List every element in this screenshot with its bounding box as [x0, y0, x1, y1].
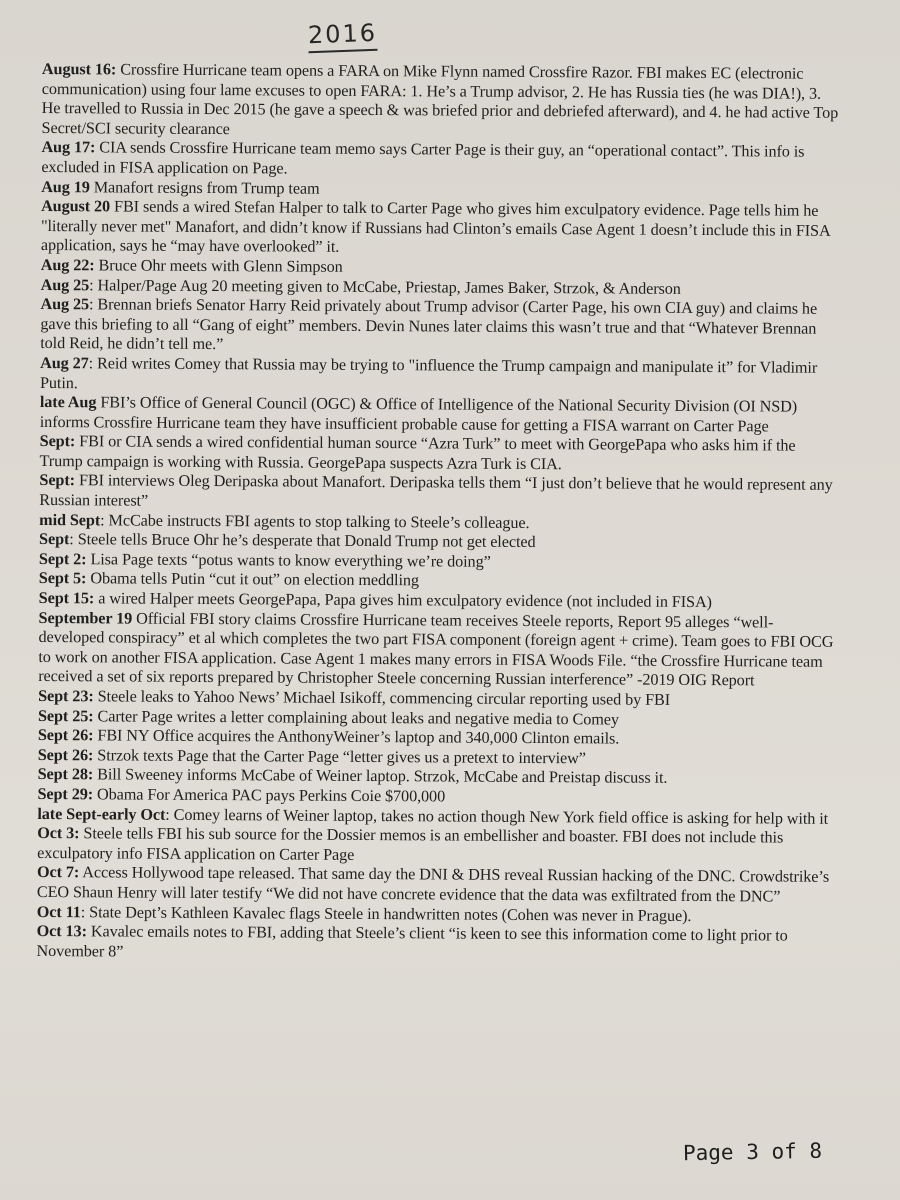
timeline-entry — [36, 922, 836, 966]
year-header: 2016 — [307, 19, 377, 53]
entry-text: Bill Sweeney informs McCabe of Weiner laptop. Strzok, McCabe and Preistap discuss it. — [93, 765, 668, 788]
entry-date: Aug 17: — [41, 138, 96, 157]
entry-text: Kavalec emails notes to FBI, adding that Steele’s client “is keen to see this information come to light prior to November 8” — [36, 922, 788, 961]
entry-text: FBI NY Office acquires the AnthonyWeiner’s laptop and 340,000 Clinton emails. — [93, 726, 620, 748]
entry-text: : McCabe instructs FBI agents to stop talking to Steele’s colleague. — [100, 511, 530, 532]
entry-text: : Brennan briefs Senator Harry Reid privately about Trump advisor (Carter Page, his own CIA guy) and claims he gave this briefing to all “Gang of eight” members. Devin Nunes later claims this wasn’t true and that “Whatever Brennan told Reid, he didn’t tell me.” — [40, 295, 818, 354]
entry-date: Sept 26: — [37, 726, 94, 745]
entry-text: : Halper/Page Aug 20 meeting given to McCabe, Priestap, James Baker, Strzok, & Anderson — [89, 275, 681, 298]
entry-date: Oct 13: — [36, 922, 87, 941]
entry-date: Sept 28: — [37, 765, 94, 784]
timeline-entry — [41, 138, 841, 182]
entry-date: Sept 23: — [38, 686, 94, 706]
entry-date: Oct 3: — [37, 824, 80, 843]
entry-text: Bruce Ohr meets with Glenn Simpson — [94, 256, 343, 276]
entry-date: Sept 29: — [37, 784, 94, 804]
timeline-entry — [40, 354, 840, 398]
entry-text: Lisa Page texts “potus wants to know everything we’re doing” — [86, 550, 491, 571]
entry-date: Aug 22: — [40, 255, 95, 275]
entry-date: Sept: — [39, 432, 76, 451]
timeline-entry — [40, 393, 840, 437]
entry-text: a wired Halper meets GeorgePapa, Papa gives him exculpatory evidence (not included in FISA) — [94, 589, 712, 612]
entry-text: CIA sends Crossfire Hurricane team memo says Carter Page is their guy, an “operational contact”. This info is excluded in FISA application on Page. — [41, 138, 805, 178]
entry-date: Aug 19 — [41, 177, 90, 196]
timeline-entries — [36, 60, 841, 966]
timeline-entry — [39, 432, 839, 476]
entry-date: Sept 2: — [38, 549, 87, 569]
entry-date: August 20 — [41, 197, 111, 216]
entry-date: September 19 — [38, 608, 133, 628]
entry-text: Carter Page writes a letter complaining about leaks and negative media to Comey — [93, 706, 619, 729]
entry-date: Sept 26: — [37, 745, 94, 765]
entry-date: Oct 7: — [36, 863, 80, 882]
entry-date: late Aug — [39, 393, 97, 412]
entry-date: Aug 27 — [40, 353, 89, 373]
entry-text: Official FBI story claims Crossfire Hurricane team receives Steele reports, Report 95 alleges “well-developed conspiracy” et al which completes the two part FISA component (foreign agent + crime). Team goes to FBI OCG to work on another FISA application. Case Agent 1 makes many errors in FISA Woods File. “the Crossfire Hurricane team received a set of six reports prepared by Christopher Steele concerning Russian interference” -2019 OIG Report — [38, 609, 834, 690]
entry-text: : Steele tells Bruce Ohr he’s desperate that Donald Trump not get elected — [69, 530, 536, 552]
entry-text: Steele leaks to Yahoo News’ Michael Isikoff, commencing circular reporting used by FBI — [93, 687, 671, 709]
timeline-entry — [37, 863, 837, 907]
entry-text: Obama tells Putin “cut it out” on election meddling — [86, 569, 420, 590]
entry-text: FBI or CIA sends a wired confidential human source “Azra Turk” to meet with GeorgePapa who asks him if the Trump campaign is working with Russia. GeorgePapa suspects Azra Turk is CIA. — [39, 432, 796, 474]
entry-text: Manafort resigns from Trump team — [89, 177, 320, 198]
entry-date: Aug 25 — [40, 275, 90, 294]
entry-date: Sept 15: — [38, 589, 95, 608]
entry-text: FBI interviews Oleg Deripaska about Manafort. Deripaska tells them “I just don’t believe that he would represent any Russian interest” — [39, 471, 833, 510]
entry-text: : Comey learns of Weiner laptop, takes no action though New York field office is asking for help with it — [165, 805, 829, 828]
entry-date: mid Sept — [39, 510, 101, 530]
timeline-entry — [37, 824, 837, 868]
entry-date: Sept: — [39, 471, 76, 490]
timeline-entry — [42, 60, 842, 143]
entry-text: : State Dept’s Kathleen Kavalec flags Steele in handwritten notes (Cohen was never in Prague). — [80, 902, 692, 925]
page-number: Page 3 of 8 — [682, 1138, 823, 1166]
entry-date: Aug 25 — [40, 295, 90, 314]
entry-date: Oct 11 — [36, 902, 81, 921]
entry-text: FBI sends a wired Stefan Halper to talk to Carter Page who gives him exculpatory evidence. Page tells him he "literally never met" Manafort, and didn’t know if Russians had Clinton’s emails Case Agent 1 doesn’t include this in FISA application, says he “may have overlooked” it. — [40, 197, 830, 257]
entry-text: Obama For America PAC pays Perkins Coie $700,000 — [93, 785, 446, 806]
entry-text: Crossfire Hurricane team opens a FARA on Mike Flynn named Crossfire Razor. FBI makes EC (electronic communication) using four lame excuses to open FARA: 1. He’s a Trump advisor, 2. He has Russia ties (he was DIA!), 3. He travelled to Russia in Dec 2015 (he gave a speech & was briefed prior and debriefed afterward), and 4. he had active Top Secret/SCI security clearance — [41, 60, 839, 138]
timeline-entry — [39, 471, 839, 515]
entry-date: Sept — [39, 530, 70, 549]
entry-date: August 16: — [41, 60, 117, 79]
timeline-entry — [40, 295, 840, 359]
entry-text: Strzok texts Page that the Carter Page “letter gives us a pretext to interview” — [93, 746, 586, 768]
entry-date: late Sept-early Oct — [37, 804, 166, 824]
timeline-entry — [41, 197, 841, 261]
entry-text: Access Hollywood tape released. That same day the DNI & DHS reveal Russian hacking of the DNC. Crowdstrike’s CEO Shaun Henry will later testify “We did not have concrete evidence that the data was exfiltrated from the DNC” — [36, 863, 830, 906]
entry-text: Steele tells FBI his sub source for the Dossier memos is an embellisher and boaster. FBI does not include this exculpatory info FISA application on Carter Page — [37, 824, 784, 864]
timeline-entry — [38, 609, 838, 692]
entry-text: : Reid writes Comey that Russia may be trying to "influence the Trump campaign and manipulate it” for Vladimir Putin. — [39, 354, 818, 392]
entry-text: FBI’s Office of General Council (OGC) & Office of Intelligence of the National Security Division (OI NSD) informs Crossfire Hurricane team they have insufficient probable cause for getting a FISA warrant on Carter Page — [39, 393, 798, 436]
entry-date: Sept 25: — [37, 706, 94, 725]
entry-date: Sept 5: — [38, 569, 87, 588]
